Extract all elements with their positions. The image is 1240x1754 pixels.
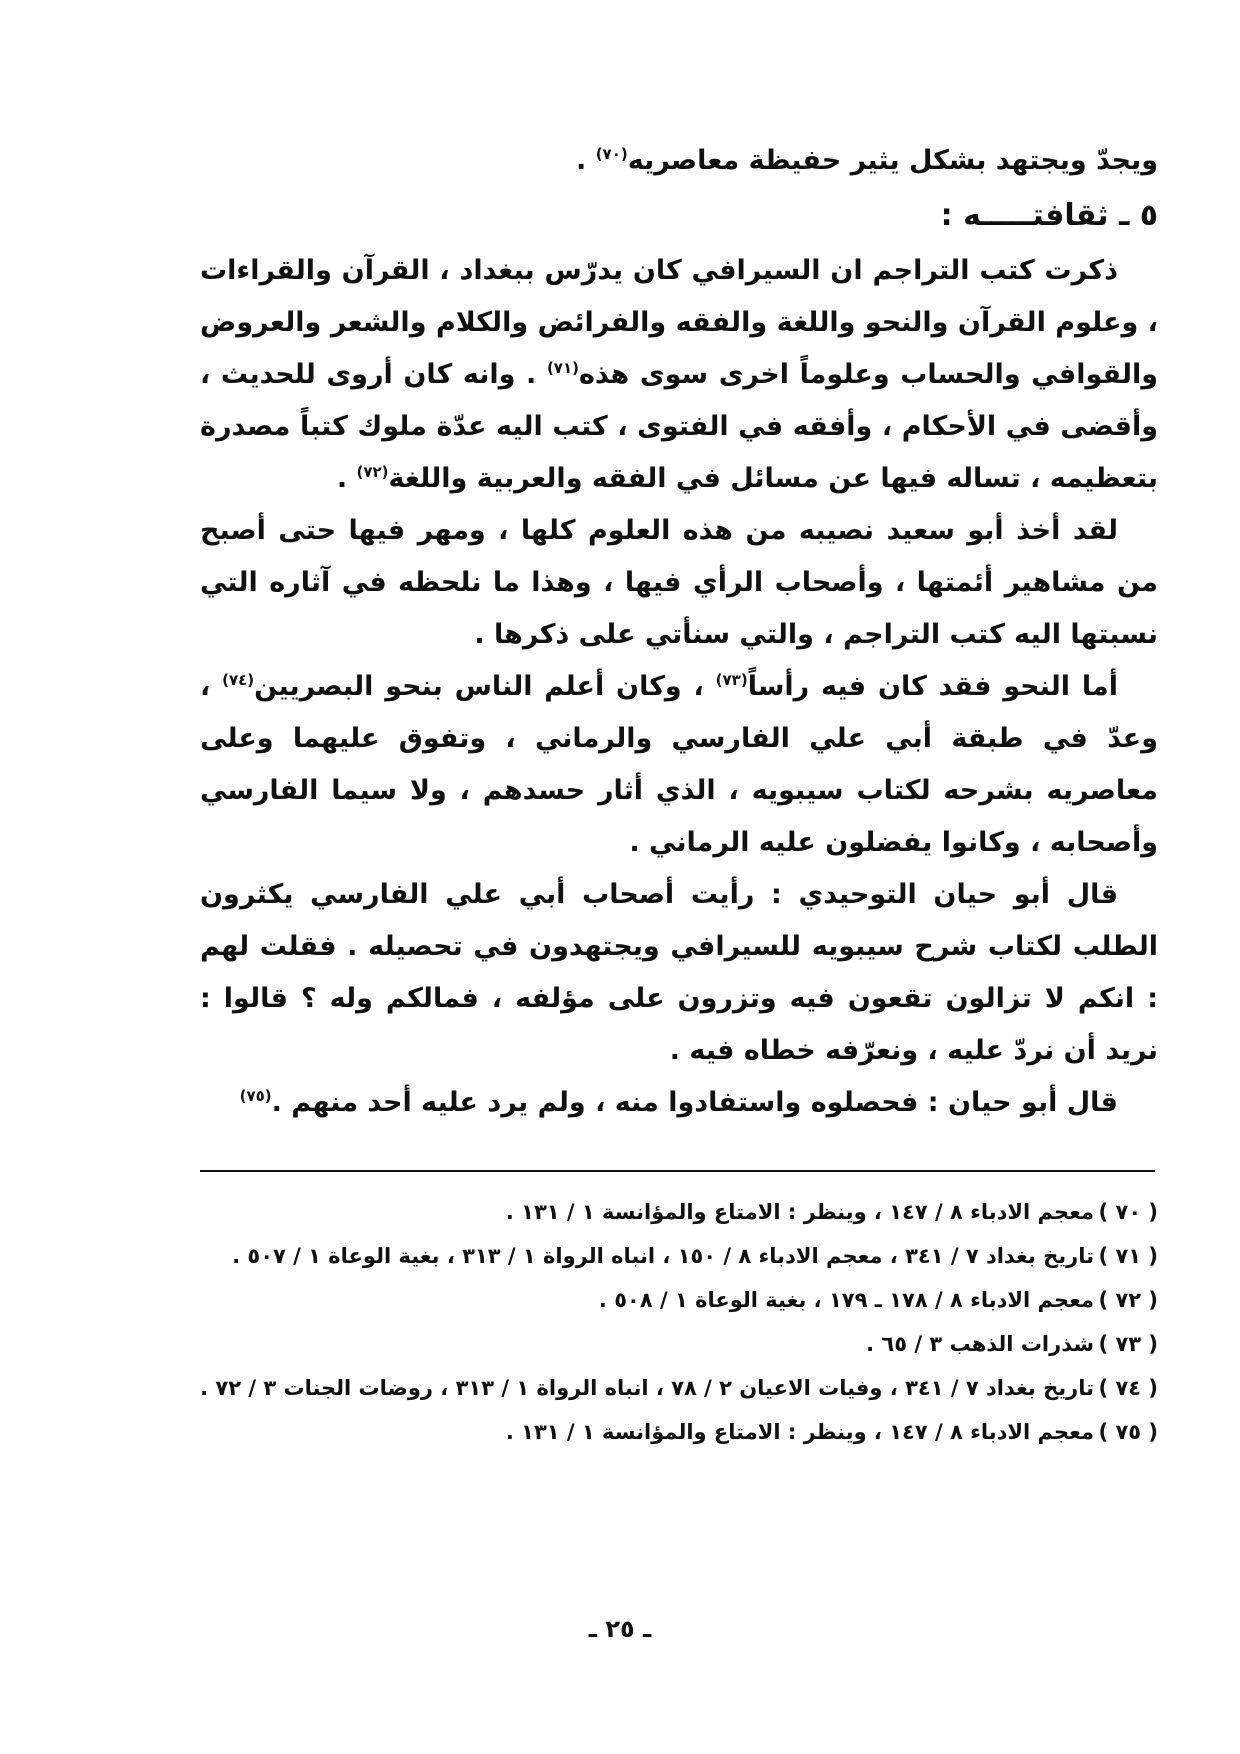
paragraph-1-part-c: . <box>336 463 357 494</box>
paragraph-3-part-b: ، وكان أعلم الناس بنحو البصريين <box>254 671 716 702</box>
footnote-74 <box>200 1366 1158 1410</box>
footnote-text: معجم الادباء ٨ / ١٧٨ ـ ١٧٩ ، بغية الوعاة ١ / ٥٠٨ . <box>598 1288 1094 1312</box>
footnote-ref-71: (٧١) <box>546 359 579 377</box>
footnote-ref-75: (٧٥) <box>239 1087 272 1105</box>
footnote-number: ( ٧٢ ) <box>1098 1288 1158 1312</box>
paragraph-1 <box>200 245 1158 505</box>
footnote-text: تاريخ بغداد ٧ / ٣٤١ ، معجم الادباء ٨ / ١٥٠ ، انباه الرواة ١ / ٣١٣ ، بغية الوعاة ١ / ٥٠٧ . <box>232 1244 1094 1268</box>
footnote-72 <box>200 1278 1158 1322</box>
paragraph-3 <box>200 661 1158 869</box>
paragraph-5-text: قال أبو حيان : فحصلوه واستفادوا منه ، ولم يرد عليه أحد منهم . <box>271 1087 1118 1118</box>
paragraph-3-part-c: ، وعدّ في طبقة أبي علي الفارسي والرماني ، وتفوق عليهما وعلى معاصريه بشرحه لكتاب سيبويه ، الذي أثار حسدهم ، ولا سيما الفارسي وأصحابه ، وكانوا يفضلون عليه الرماني . <box>200 671 1158 858</box>
footnote-number: ( ٧٠ ) <box>1098 1200 1158 1224</box>
footnote-number: ( ٧٥ ) <box>1098 1420 1158 1444</box>
footnote-number: ( ٧١ ) <box>1098 1244 1158 1268</box>
footnote-70 <box>200 1190 1158 1234</box>
footnote-number: ( ٧٤ ) <box>1098 1376 1158 1400</box>
paragraph-1-part-a: ذكرت كتب التراجم ان السيرافي كان يدرّس ببغداد ، القرآن والقراءات ، وعلوم القرآن والنحو واللغة والفقه والفرائض والكلام والشعر والعروض والقوافي والحساب وعلوماً اخرى سوى هذه <box>200 255 1159 390</box>
footnote-text: معجم الادباء ٨ / ١٤٧ ، وينظر : الامتاع والمؤانسة ١ / ١٣١ . <box>505 1420 1094 1444</box>
main-text <box>200 135 1158 1129</box>
footnote-ref-73: (٧٣) <box>715 671 748 689</box>
footnote-ref-74: (٧٤) <box>222 671 255 689</box>
footnote-ref-72: (٧٢) <box>356 463 389 481</box>
footnotes <box>200 1190 1158 1454</box>
page-number: ـ ٢٥ ـ <box>588 1615 652 1643</box>
paragraph-3-part-a: أما النحو فقد كان فيه رأساً <box>747 671 1118 702</box>
footnote-ref-70: (٧٠) <box>595 145 628 163</box>
footnote-text: تاريخ بغداد ٧ / ٣٤١ ، وفيات الاعيان ٢ / ٧٨ ، انباه الرواة ١ / ٣١٣ ، روضات الجنات ٣ / ٧٢ . <box>200 1376 1094 1400</box>
footnote-73 <box>200 1322 1158 1366</box>
opening-line <box>200 135 1158 187</box>
opening-end: . <box>576 145 596 176</box>
footnote-71 <box>200 1234 1158 1278</box>
paragraph-1-part-b: . وانه كان أروى للحديث ، وأقضى في الأحكام ، وأفقه في الفتوى ، كتب اليه عدّة ملوك كتباً مصدرة بتعظيمه ، تساله فيها عن مسائل في الفقه والعربية واللغة <box>200 359 1158 494</box>
paragraph-2: لقد أخذ أبو سعيد نصيبه من هذه العلوم كلها ، ومهر فيها حتى أصبح من مشاهير أئمتها ، وأصحاب الرأي فيها ، وهذا ما نلحظه في آثاره التي نسبتها اليه كتب التراجم ، والتي سنأتي على ذكرها . <box>200 515 1158 650</box>
footnote-75 <box>200 1410 1158 1454</box>
paragraph-4: قال أبو حيان التوحيدي : رأيت أصحاب أبي علي الفارسي يكثرون الطلب لكتاب شرح سيبويه للسيرافي ويجتهدون في تحصيله . فقلت لهم : انكم لا تزالون تقعون فيه وتزرون على مؤلفه ، فمالكم وله ؟ قالوا : نريد أن نردّ عليه ، ونعرّفه خطاه فيه . <box>200 879 1158 1066</box>
paragraph-5 <box>200 1077 1158 1129</box>
opening-text: ويجدّ ويجتهد بشكل يثير حفيظة معاصريه <box>627 145 1158 176</box>
section-heading: ٥ ـ ثقافتـــــه : <box>940 198 1158 233</box>
footnote-text: شذرات الذهب ٣ / ٦٥ . <box>866 1332 1094 1356</box>
footnote-number: ( ٧٣ ) <box>1098 1332 1158 1356</box>
footnote-separator <box>200 1170 1155 1172</box>
footnote-text: معجم الادباء ٨ / ١٤٧ ، وينظر : الامتاع والمؤانسة ١ / ١٣١ . <box>505 1200 1094 1224</box>
